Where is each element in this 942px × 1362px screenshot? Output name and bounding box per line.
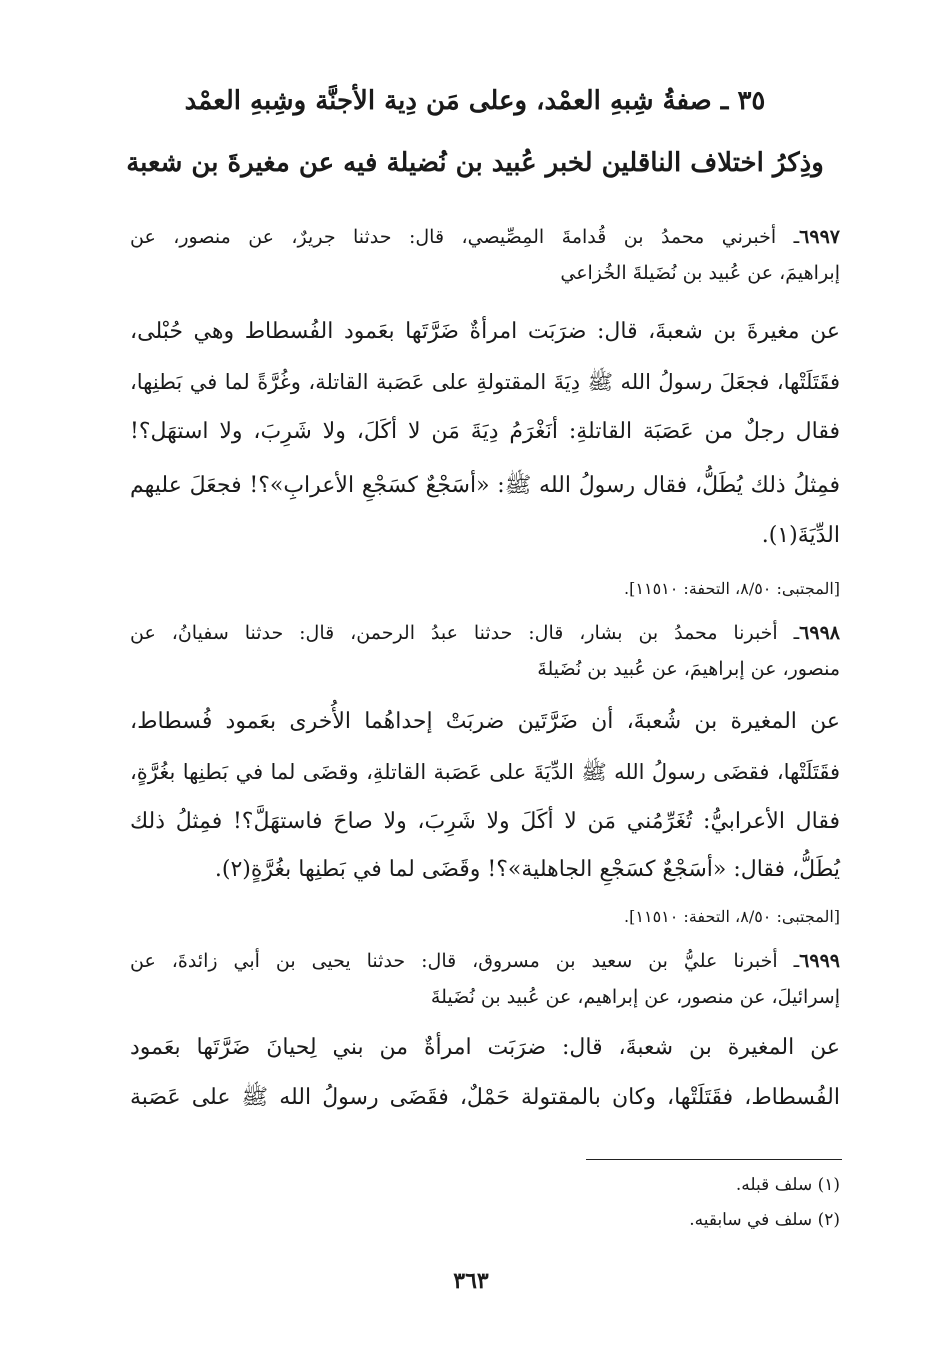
hadith-6999-isnad-line-2: إسرائيلَ، عن منصور، عن إبراهيم، عن عُبيد بن نُضَيلةَ xyxy=(430,986,840,1008)
hadith-6997-matn-line-1: عن مغيرةَ بن شعبةَ، قال: ضرَبَت امرأةٌ ضَرَّتَها بعَمود الفُسطاط وهي حُبْلى، xyxy=(130,319,840,344)
footnote-1: (١) سلف قبله. xyxy=(735,1175,840,1195)
hadith-6997-matn-line-2: فقَتَلَتْها، فجعَلَ رسولُ الله ﷺ دِيَةَ المقتولةِ على عَصَبة القاتلة، وغُرَّةً لما في بَطنِها، xyxy=(130,370,840,394)
hadith-6997-isnad-line-2: إبراهيمَ، عن عُبيد بن نُضَيلةَ الخُزاعي xyxy=(560,262,840,284)
hadith-6998-isnad-line-1: ٦٩٩٨ـ أخبرنا محمدُ بن بشار، قال: حدثنا عبدُ الرحمن، قال: حدثنا سفيانُ، عن xyxy=(130,622,840,644)
hadith-6999-matn-line-2: الفُسطاط، فقَتَلَتْها، وكان بالمقتولة حَمْلٌ، فقَضَى رسولُ الله ﷺ على عَصَبة xyxy=(130,1085,840,1110)
hadith-6998-matn-line-4: يُطَلُّ، فقال: «أسَجْعٌ كسَجْعِ الجاهلية»؟! وقَضَى لما في بَطنِها بغُرَّةٍ(٢). xyxy=(214,857,840,882)
chapter-title-line-1: ٣٥ ـ صفةُ شِبهِ العمْد، وعلى مَن دِية الأجنَّة وشِبهِ العمْد xyxy=(184,86,766,116)
hadith-6997-matn-line-4: فمِثلُ ذلك يُطَلُّ، فقال رسولُ الله ﷺ: «أسَجْعٌ كسَجْعِ الأعرابِ»؟! فجعَلَ عليهم xyxy=(130,473,840,498)
hadith-6997-isnad-line-1: ٦٩٩٧ـ أخبرني محمدُ بن قُدامةَ المِصِّيصي، قال: حدثنا جريرٌ، عن منصور، عن xyxy=(130,226,840,248)
hadith-number: ٦٩٩٧ xyxy=(799,226,840,248)
hadith-6997-matn-line-3: فقال رجلٌ من عَصَبَة القاتلةِ: أنَغْرَمُ دِيَةَ مَن لا أكَلَ، ولا شَرِبَ، ولا استهَل؟! xyxy=(130,419,840,444)
hadith-6997-reference: [المجتبى: ٨/٥٠، التحفة: ١١٥١٠]. xyxy=(624,579,840,598)
hadith-6998-matn-line-2: فقَتَلَتْها، فقضَى رسولُ الله ﷺ الدِّيَةَ على عَصَبة القاتلةِ، وقضَى لما في بَطنِها بغُرَّةٍ، xyxy=(130,760,840,784)
hadith-6998-isnad-line-2: منصور، عن إبراهيمَ، عن عُبيد بن نُضَيلةَ xyxy=(537,658,840,680)
footnote-2: (٢) سلف في سابقيه. xyxy=(689,1210,840,1230)
chapter-title-line-2: وذِكرُ اختلاف الناقلين لخبر عُبيد بن نُضيلة فيه عن مغيرةَ بن شعبة xyxy=(126,148,824,178)
hadith-number: ٦٩٩٩ xyxy=(799,950,840,972)
hadith-6998-matn-line-3: فقال الأعرابيُّ: تُغَرِّمُني مَن لا أكَلَ ولا شَرِبَ، ولا صاحَ فاستهَلَّ؟! فمِثلُ ذلك xyxy=(130,809,840,834)
hadith-6998-matn-line-1: عن المغيرة بن شُعبةَ، أن ضَرَّتَين ضربَتْ إحداهُما الأُخرى بعَمود فُسطاط، xyxy=(130,709,840,734)
hadith-number: ٦٩٩٨ xyxy=(799,622,840,644)
hadith-6999-isnad-line-1: ٦٩٩٩ـ أخبرنا عليُّ بن سعيد بن مسروق، قال: حدثنا يحيى بن أبي زائدةَ، عن xyxy=(130,950,840,972)
hadith-6997-matn-line-5: الدِّيَةَ(١). xyxy=(761,523,840,548)
footnote-separator xyxy=(586,1159,842,1160)
page-number: ٣٦٣ xyxy=(453,1268,489,1294)
hadith-6999-matn-line-1: عن المغيرة بن شعبةَ، قال: ضرَبَت امرأةٌ من بني لِحيانَ ضَرَّتَها بعَمود xyxy=(130,1035,840,1060)
hadith-6998-reference: [المجتبى: ٨/٥٠، التحفة: ١١٥١٠]. xyxy=(624,907,840,926)
